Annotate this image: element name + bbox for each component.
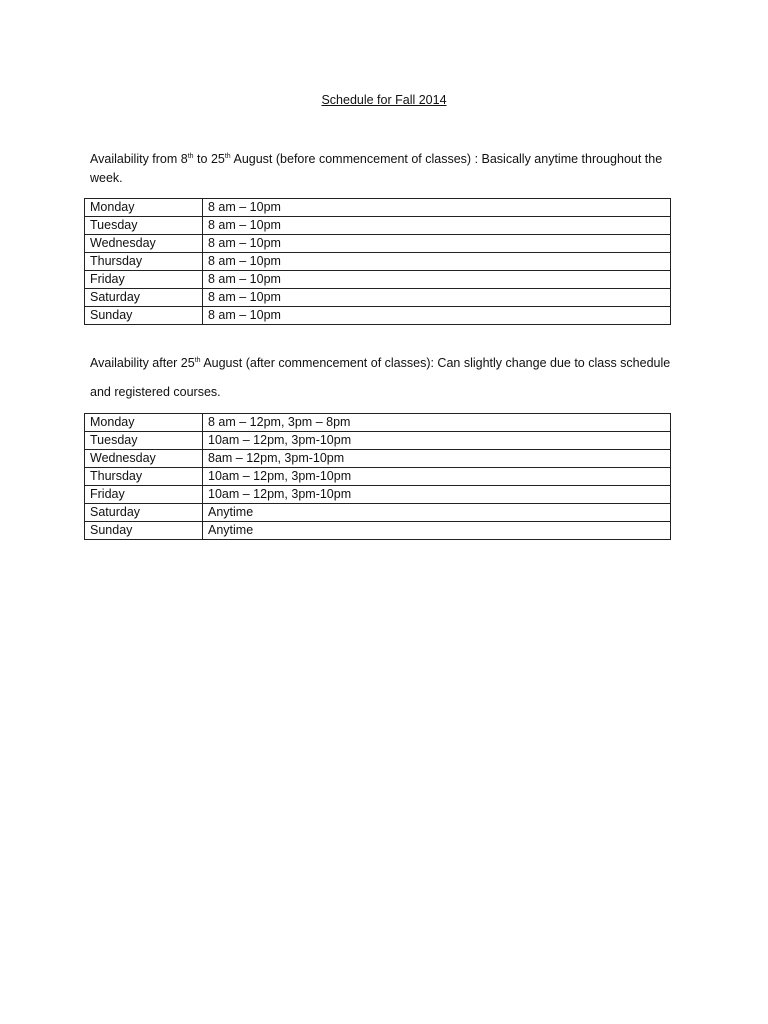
day-cell: Wednesday (85, 450, 203, 468)
after-classes-intro (90, 354, 700, 373)
day-cell: Monday (85, 199, 203, 217)
day-cell: Monday (85, 414, 203, 432)
table-row (85, 271, 671, 289)
time-cell: 8 am – 10pm (203, 289, 671, 307)
time-cell: 10am – 12pm, 3pm-10pm (203, 486, 671, 504)
ordinal-suffix: th (187, 153, 194, 160)
day-cell: Tuesday (85, 432, 203, 450)
time-cell: 8am – 12pm, 3pm-10pm (203, 450, 671, 468)
time-cell: 8 am – 10pm (203, 217, 671, 235)
day-cell: Wednesday (85, 235, 203, 253)
table-row (85, 253, 671, 271)
day-cell: Thursday (85, 253, 203, 271)
time-cell: Anytime (203, 522, 671, 540)
before-classes-intro (90, 150, 690, 188)
day-cell: Thursday (85, 468, 203, 486)
table-row (85, 450, 671, 468)
after-classes-intro-continued: and registered courses. (90, 385, 221, 399)
intro-text-part: to 25 (193, 152, 225, 166)
time-cell: 8 am – 10pm (203, 235, 671, 253)
table-row (85, 217, 671, 235)
day-cell: Sunday (85, 522, 203, 540)
time-cell: 8 am – 10pm (203, 253, 671, 271)
time-cell: 10am – 12pm, 3pm-10pm (203, 432, 671, 450)
intro-text-part: August (after commencement of classes): Can slightly change due to class schedule (200, 356, 671, 370)
table-row (85, 468, 671, 486)
ordinal-suffix: th (194, 357, 201, 364)
after-classes-table (84, 413, 671, 540)
table-row (85, 486, 671, 504)
table-row (85, 199, 671, 217)
table-row (85, 504, 671, 522)
table-row (85, 414, 671, 432)
time-cell: Anytime (203, 504, 671, 522)
intro-text-part: Availability after 25 (90, 356, 195, 370)
intro-text-part: Availability from 8 (90, 152, 188, 166)
day-cell: Tuesday (85, 217, 203, 235)
table-row (85, 432, 671, 450)
intro-text-part: August (before commencement of classes) : Basically anytime throughout the week. (90, 152, 663, 185)
time-cell: 8 am – 10pm (203, 307, 671, 325)
day-cell: Friday (85, 271, 203, 289)
table-row (85, 522, 671, 540)
before-classes-table (84, 198, 671, 325)
page-title: Schedule for Fall 2014 (321, 93, 447, 107)
time-cell: 10am – 12pm, 3pm-10pm (203, 468, 671, 486)
day-cell: Saturday (85, 504, 203, 522)
day-cell: Friday (85, 486, 203, 504)
day-cell: Saturday (85, 289, 203, 307)
table-row (85, 235, 671, 253)
time-cell: 8 am – 10pm (203, 271, 671, 289)
day-cell: Sunday (85, 307, 203, 325)
time-cell: 8 am – 12pm, 3pm – 8pm (203, 414, 671, 432)
table-row (85, 289, 671, 307)
time-cell: 8 am – 10pm (203, 199, 671, 217)
table-row (85, 307, 671, 325)
ordinal-suffix: th (224, 153, 231, 160)
